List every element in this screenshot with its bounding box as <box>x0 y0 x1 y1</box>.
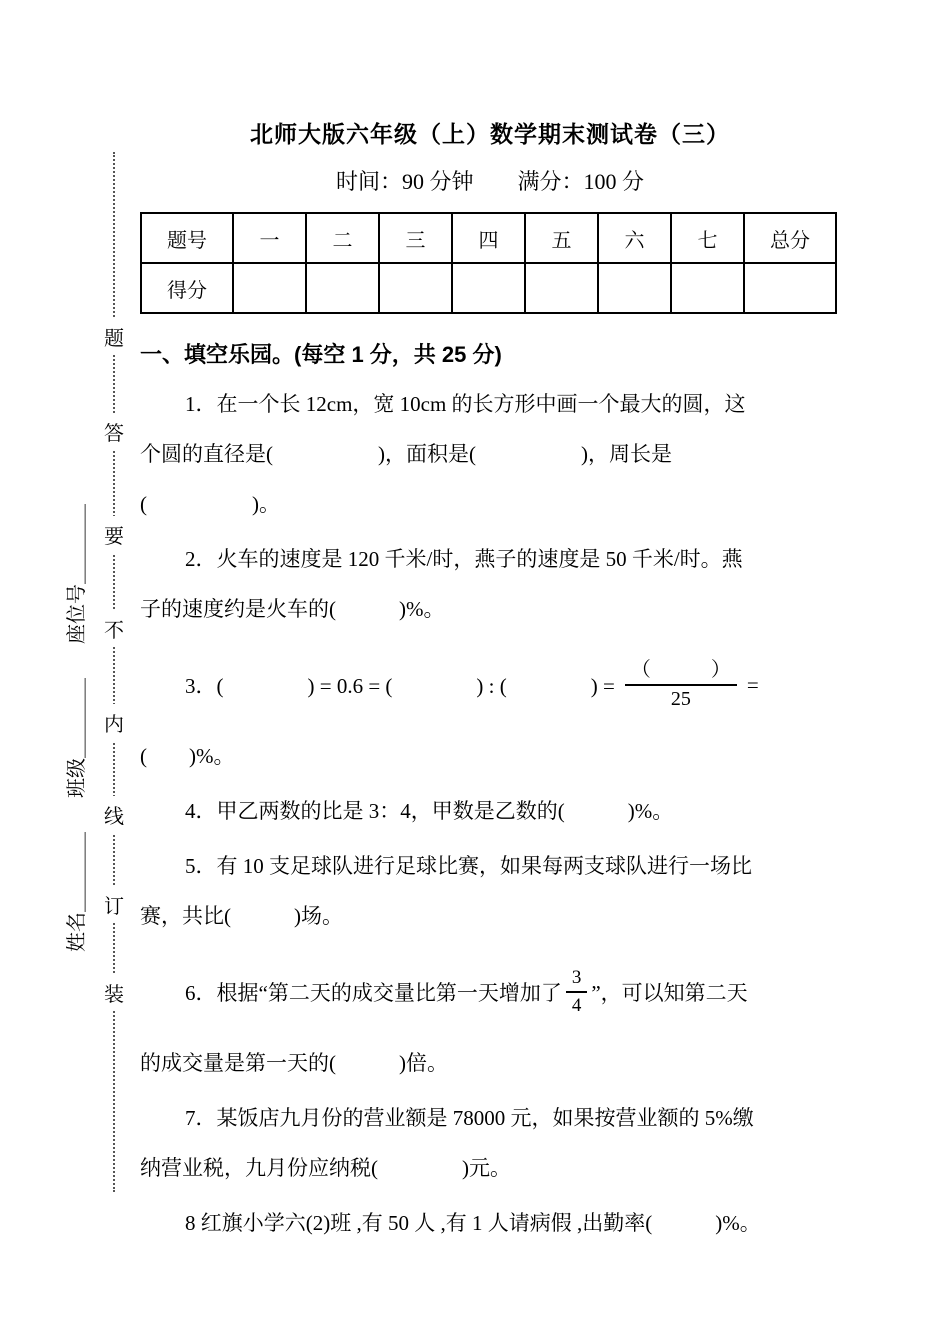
score-cell-empty <box>598 263 671 313</box>
score-cell-empty <box>525 263 598 313</box>
binding-char: 装 <box>101 974 127 1011</box>
score-table-header-cell: 四 <box>452 213 525 263</box>
fraction-denominator: 25 <box>670 688 691 710</box>
name-field: 姓名＿＿＿＿ <box>66 832 88 952</box>
question-text-line: 8 红旗小学六(2)班 ,有 50 人 ,有 1 人请病假 ,出勤率( )%。 <box>185 1211 761 1235</box>
score-table-header-cell: 五 <box>525 213 598 263</box>
question-text-segment: ”，可以知第二天 <box>591 981 748 1005</box>
score-cell-empty <box>379 263 452 313</box>
question-4 <box>140 786 840 836</box>
score-table-header-cell: 七 <box>671 213 744 263</box>
question-text-line: 子的速度约是火车的( )%。 <box>140 597 445 621</box>
score-cell-empty <box>744 263 836 313</box>
time-score-subtitle: 时间：90 分钟 满分：100 分 <box>335 169 644 194</box>
question-text-line: 的成交量是第一天的( )倍。 <box>140 1051 448 1075</box>
question-text-segment: = <box>746 672 759 697</box>
score-table-header-row <box>141 213 836 263</box>
fraction-denominator: 4 <box>571 995 582 1016</box>
score-table-header-cell: 六 <box>598 213 671 263</box>
question-text-line: 2．火车的速度是 120 千米/时，燕子的速度是 50 千米/时。燕 <box>185 547 743 571</box>
question-text-line: 5．有 10 支足球队进行足球比赛，如果每两支球队进行一场比 <box>185 854 752 878</box>
question-6 <box>140 946 840 1088</box>
student-info-fields <box>60 382 89 952</box>
score-cell-empty <box>452 263 525 313</box>
question-text-line: 4．甲乙两数的比是 3：4，甲数是乙数的( )%。 <box>185 799 674 823</box>
binding-char: 答 <box>101 413 127 450</box>
binding-char: 订 <box>101 886 127 923</box>
score-table-header-cell: 三 <box>379 213 452 263</box>
binding-dotted-line <box>113 152 115 1192</box>
binding-char: 题 <box>101 318 127 355</box>
exam-content <box>140 116 840 1253</box>
fraction <box>566 965 588 1018</box>
fraction <box>625 657 737 713</box>
score-cell-empty <box>306 263 379 313</box>
question-text-line <box>140 946 840 1038</box>
fraction-numerator: （ ） <box>625 657 737 686</box>
class-field: 班级＿＿＿＿ <box>66 678 88 798</box>
seat-number-field: 座位号＿＿＿＿ <box>66 504 88 644</box>
score-table-score-row <box>141 263 836 313</box>
score-table <box>140 212 837 314</box>
question-text-line: 纳营业税，九月份应纳税( )元。 <box>140 1156 511 1180</box>
question-text-line: 1．在一个长 12cm，宽 10cm 的长方形中画一个最大的圆，这 <box>185 392 746 416</box>
question-2 <box>140 534 840 634</box>
question-text-segment: 3．( ) = 0.6 = ( ) : ( ) = <box>185 674 615 698</box>
score-row-label: 得分 <box>141 263 233 313</box>
question-8 <box>140 1198 840 1248</box>
binding-char: 内 <box>101 704 127 741</box>
binding-char: 不 <box>101 610 127 647</box>
question-text-line: 7．某饭店九月份的营业额是 78000 元，如果按营业额的 5%缴 <box>185 1106 754 1130</box>
score-table-header-cell: 二 <box>306 213 379 263</box>
question-3 <box>140 639 840 781</box>
question-text-line: ( )。 <box>140 492 280 516</box>
score-table-header-cell: 一 <box>233 213 306 263</box>
question-7 <box>140 1093 840 1193</box>
score-cell-empty <box>671 263 744 313</box>
section-1-heading: 一、填空乐园。(每空 1 分，共 25 分) <box>140 342 502 367</box>
question-text-line: 个圆的直径是( )，面积是( )，周长是 <box>140 442 672 466</box>
question-1 <box>140 379 840 529</box>
question-text-segment: 6．根据“第二天的成交量比第一天增加了 <box>185 981 562 1005</box>
question-text-line: 赛，共比( )场。 <box>140 904 343 928</box>
question-text-line: ( )%。 <box>140 744 235 768</box>
binding-char: 要 <box>101 516 127 553</box>
page-title: 北师大版六年级（上）数学期末测试卷（三） <box>250 121 730 147</box>
score-table-header-cell: 总分 <box>744 213 836 263</box>
question-text-line <box>140 639 840 731</box>
score-table-header-cell: 题号 <box>141 213 233 263</box>
score-cell-empty <box>233 263 306 313</box>
question-5 <box>140 841 840 941</box>
fraction-numerator: 3 <box>566 965 588 993</box>
binding-char: 线 <box>101 796 127 833</box>
